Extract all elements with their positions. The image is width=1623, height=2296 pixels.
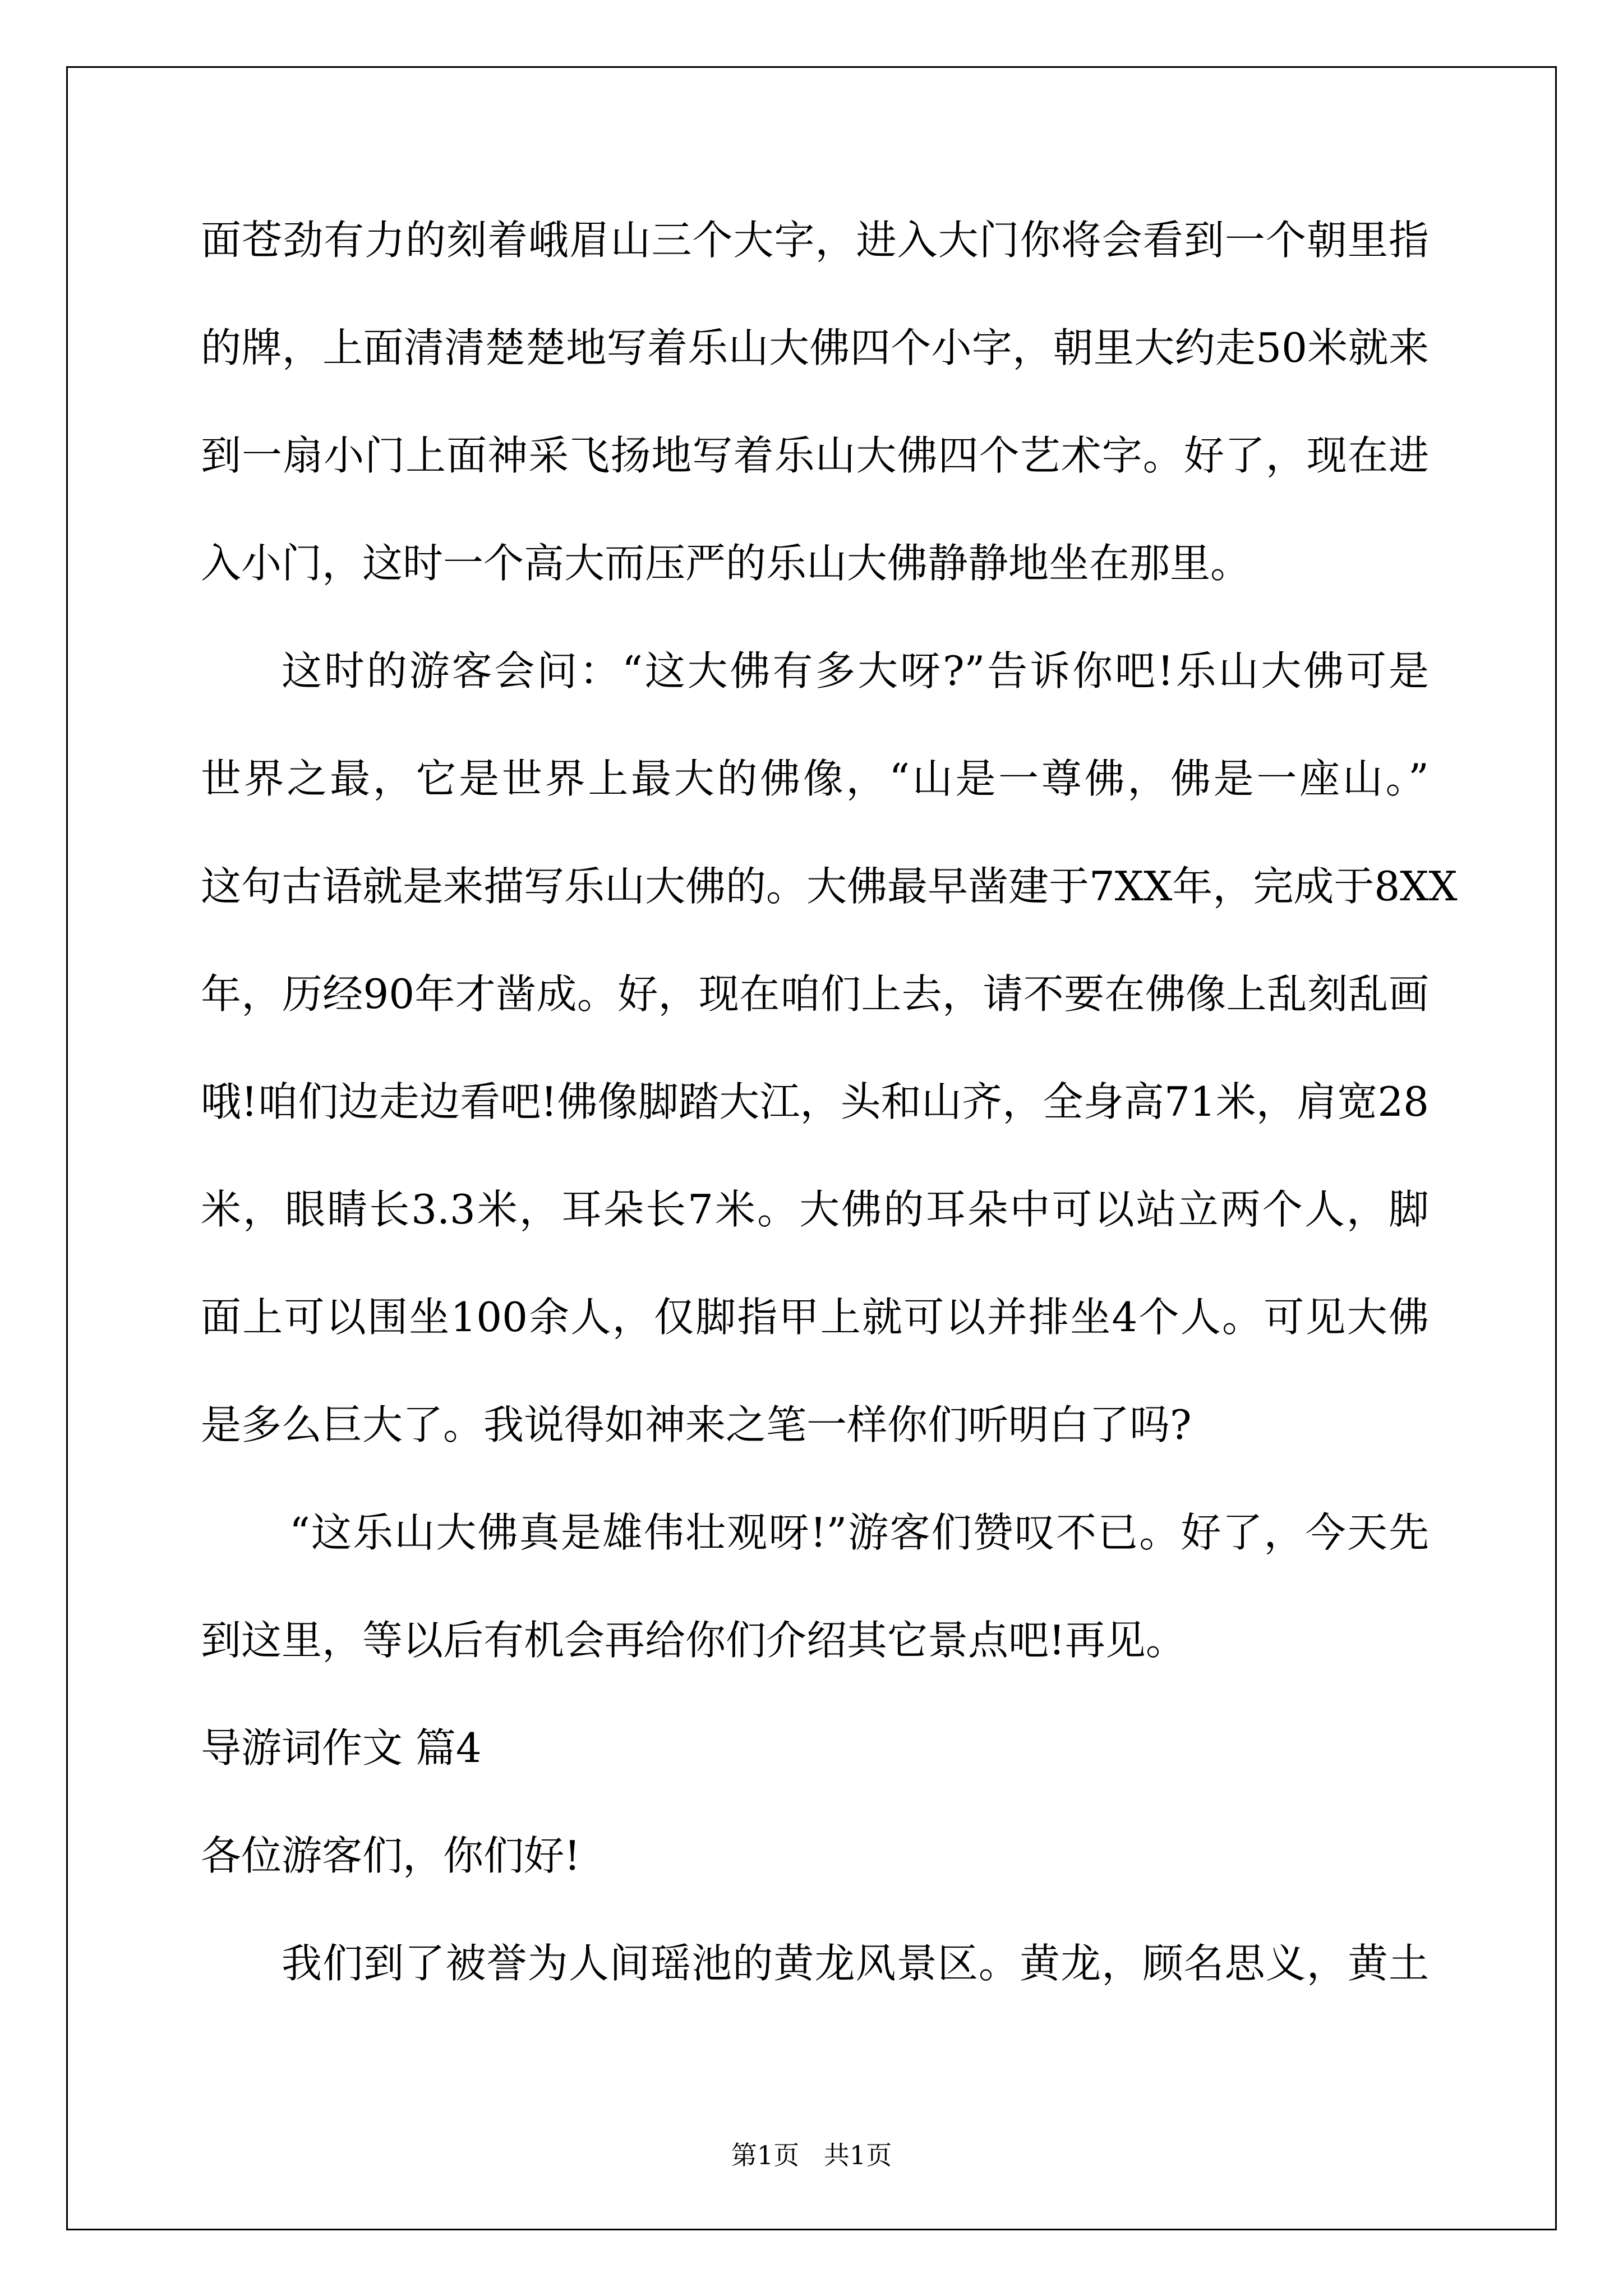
text-line: 这句古语就是来描写乐山大佛的。大佛最早凿建于7XX年，完成于8XX (201, 863, 1458, 910)
text-line: 入小门，这时一个高大而压严的乐山大佛静静地坐在那里。 (201, 540, 1251, 587)
text-line: 哦!咱们边走边看吧!佛像脚踏大江，头和山齐，全身高71米，肩宽28 (201, 1078, 1429, 1125)
text-line: 世界之最，它是世界上最大的佛像，“山是一尊佛，佛是一座山。” (201, 755, 1429, 802)
text-line: 米，眼睛长3.3米，耳朵长7米。大佛的耳朵中可以站立两个人，脚 (201, 1186, 1429, 1233)
text-line: 这时的游客会问：“这大佛有多大呀?”告诉你吧!乐山大佛可是 (282, 647, 1429, 694)
page-footer: 第1页 共1页 (731, 2140, 892, 2170)
greeting-line: 各位游客们，你们好! (201, 1832, 580, 1879)
text-line: 年，历经90年才凿成。好，现在咱们上去，请不要在佛像上乱刻乱画 (201, 970, 1429, 1018)
text-line: 是多么巨大了。我说得如神来之笔一样你们听明白了吗? (201, 1401, 1192, 1448)
text-line: 面上可以围坐100余人，仅脚指甲上就可以并排坐4个人。可见大佛 (201, 1294, 1429, 1341)
text-line: 的牌，上面清清楚楚地写着乐山大佛四个小字，朝里大约走50米就来 (201, 324, 1429, 371)
section-heading: 导游词作文 篇4 (201, 1724, 482, 1772)
text-line: 到这里，等以后有机会再给你们介绍其它景点吧!再见。 (201, 1617, 1186, 1664)
text-line: 我们到了被誉为人间瑶池的黄龙风景区。黄龙，顾名思义，黄土 (282, 1940, 1429, 1987)
text-line: “这乐山大佛真是雄伟壮观呀!”游客们赞叹不已。好了，今天先 (289, 1509, 1429, 1556)
text-line: 面苍劲有力的刻着峨眉山三个大字，进入大门你将会看到一个朝里指 (201, 217, 1429, 264)
text-line: 到一扇小门上面神采飞扬地写着乐山大佛四个艺术字。好了，现在进 (201, 432, 1429, 479)
document-body (201, 212, 1458, 2043)
